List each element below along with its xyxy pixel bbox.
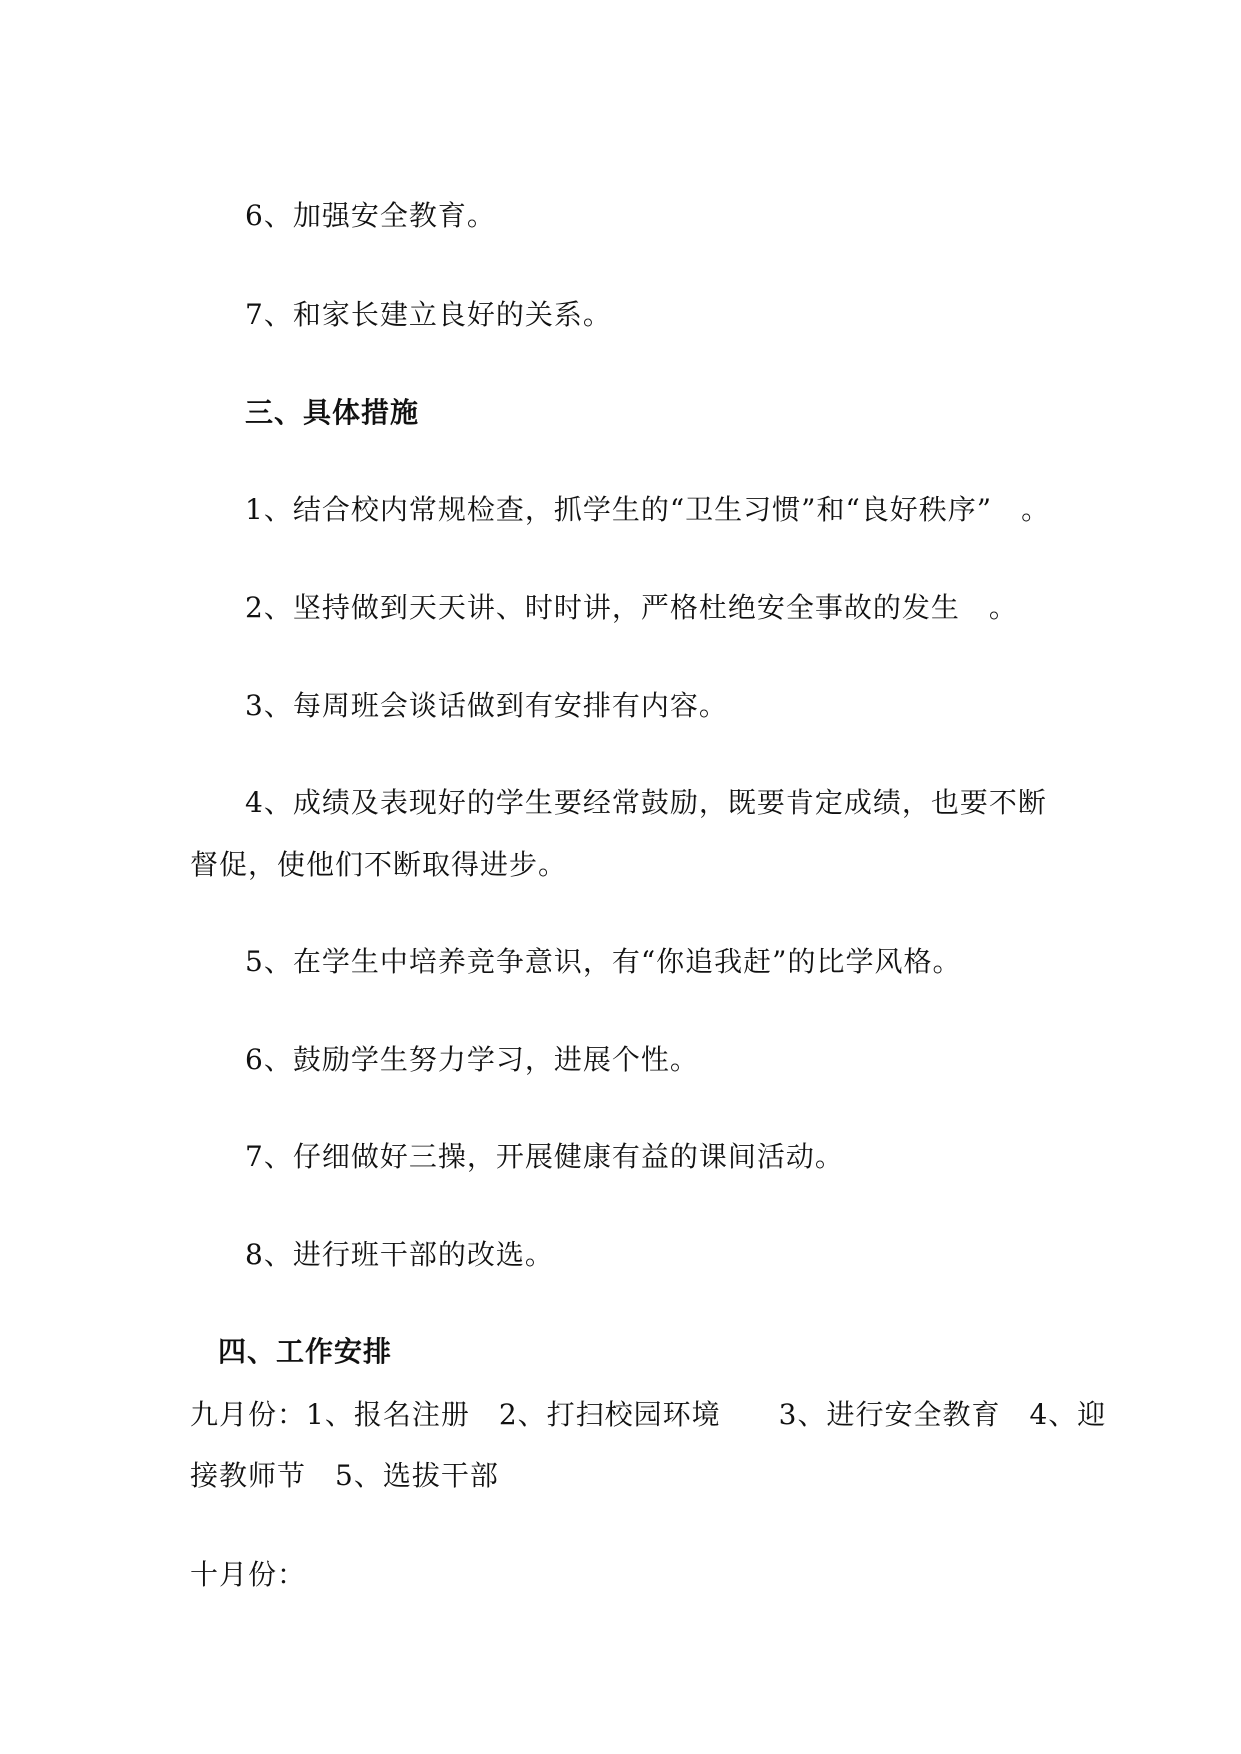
measure-item-5: 5、在学生中培养竞争意识，有“你追我赶”的比学风格。 <box>245 945 962 978</box>
section-heading-schedule: 四、工作安排 <box>218 1335 393 1368</box>
september-schedule-line-2: 接教师节 5、选拔干部 <box>190 1459 499 1492</box>
measure-item-1: 1、结合校内常规检查，抓学生的“卫生习惯”和“良好秩序” 。 <box>245 493 1051 526</box>
item-7-parent-relations: 7、和家长建立良好的关系。 <box>245 298 612 331</box>
measure-item-6: 6、鼓励学生努力学习，进展个性。 <box>245 1043 699 1076</box>
october-schedule: 十月份： <box>190 1558 307 1591</box>
measure-item-8: 8、进行班干部的改选。 <box>245 1238 554 1271</box>
measure-item-7: 7、仔细做好三操，开展健康有益的课间活动。 <box>245 1140 844 1173</box>
september-schedule-line-1: 九月份：1、报名注册 2、打扫校园环境 3、进行安全教育 4、迎 <box>190 1398 1107 1431</box>
measure-item-2: 2、坚持做到天天讲、时时讲，严格杜绝安全事故的发生 。 <box>245 591 1018 624</box>
item-6-safety-education: 6、加强安全教育。 <box>245 199 496 232</box>
measure-item-3: 3、每周班会谈话做到有安排有内容。 <box>245 689 728 722</box>
measure-item-4-line-2: 督促，使他们不断取得进步。 <box>190 848 568 881</box>
measure-item-4-line-1: 4、成绩及表现好的学生要经常鼓励，既要肯定成绩，也要不断 <box>245 786 1047 819</box>
section-heading-measures: 三、具体措施 <box>245 396 420 429</box>
